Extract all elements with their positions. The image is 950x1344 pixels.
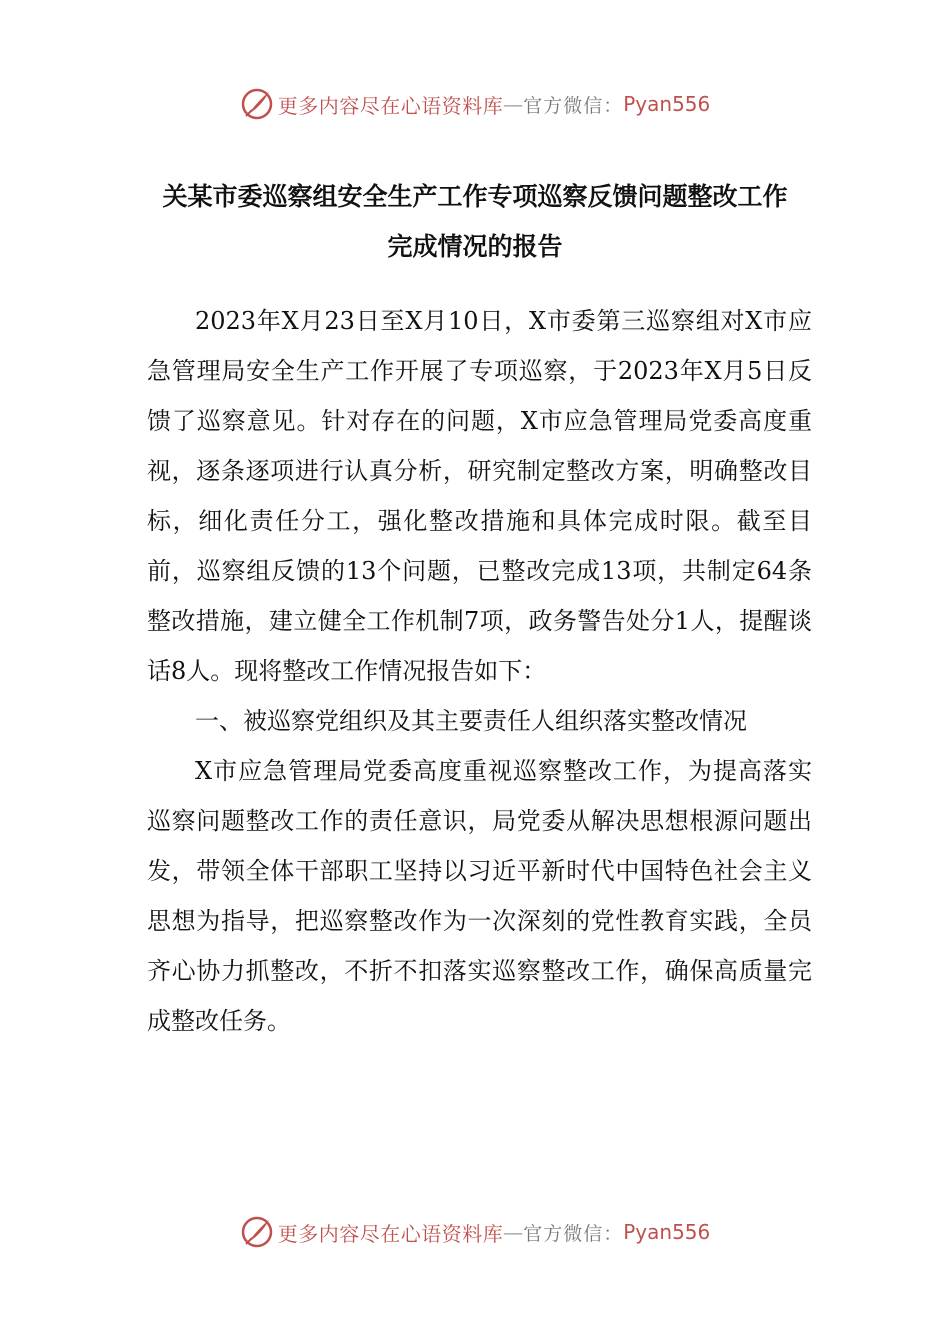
banner-separator: —: [503, 92, 524, 116]
document-body: [147, 296, 812, 1046]
section-heading-1: 一、被巡察党组织及其主要责任人组织落实整改情况: [195, 707, 747, 735]
banner-wechat-id: Pyan556: [623, 1220, 711, 1244]
title-line-1: 关某市委巡察组安全生产工作专项巡察反馈问题整改工作: [162, 182, 788, 211]
banner-wechat-label: 官方微信：: [523, 1222, 624, 1245]
quill-logo-icon: [240, 1215, 274, 1249]
banner-brand-text: 更多内容尽在心语资料库: [277, 1221, 504, 1246]
document-title: [130, 172, 820, 272]
quill-logo-icon: [240, 87, 274, 121]
banner-wechat-label: 官方微信：: [523, 94, 624, 117]
paragraph-intro: 2023年X月23日至X月10日，X市委第三巡察组对X市应急管理局安全生产工作开展了专项巡察，于2023年X月5日反馈了巡察意见。针对存在的问题，X市应急管理局党委高度重视，逐条逐项进行认真分析，研究制定整改方案，明确整改目标，细化责任分工，强化整改措施和具体完成时限。截至目前，巡察组反馈的13个问题，已整改完成13项，共制定64条整改措施，建立健全工作机制7项，政务警告处分1人，提醒谈话8人。现将整改工作情况报告如下：: [147, 307, 812, 685]
banner-wechat-id: Pyan556: [623, 92, 711, 116]
paragraph-section-1: X市应急管理局党委高度重视巡察整改工作，为提高落实巡察问题整改工作的责任意识，局党委从解决思想根源问题出发，带领全体干部职工坚持以习近平新时代中国特色社会主义思想为指导，把巡察整改作为一次深刻的党性教育实践，全员齐心协力抓整改，不折不扣落实巡察整改工作，确保高质量完成整改任务。: [147, 757, 812, 1035]
footer-banner: [0, 1212, 950, 1252]
title-line-2: 完成情况的报告: [387, 232, 563, 261]
header-banner: [0, 84, 950, 124]
banner-separator: —: [503, 1220, 524, 1244]
banner-brand-text: 更多内容尽在心语资料库: [277, 93, 504, 118]
